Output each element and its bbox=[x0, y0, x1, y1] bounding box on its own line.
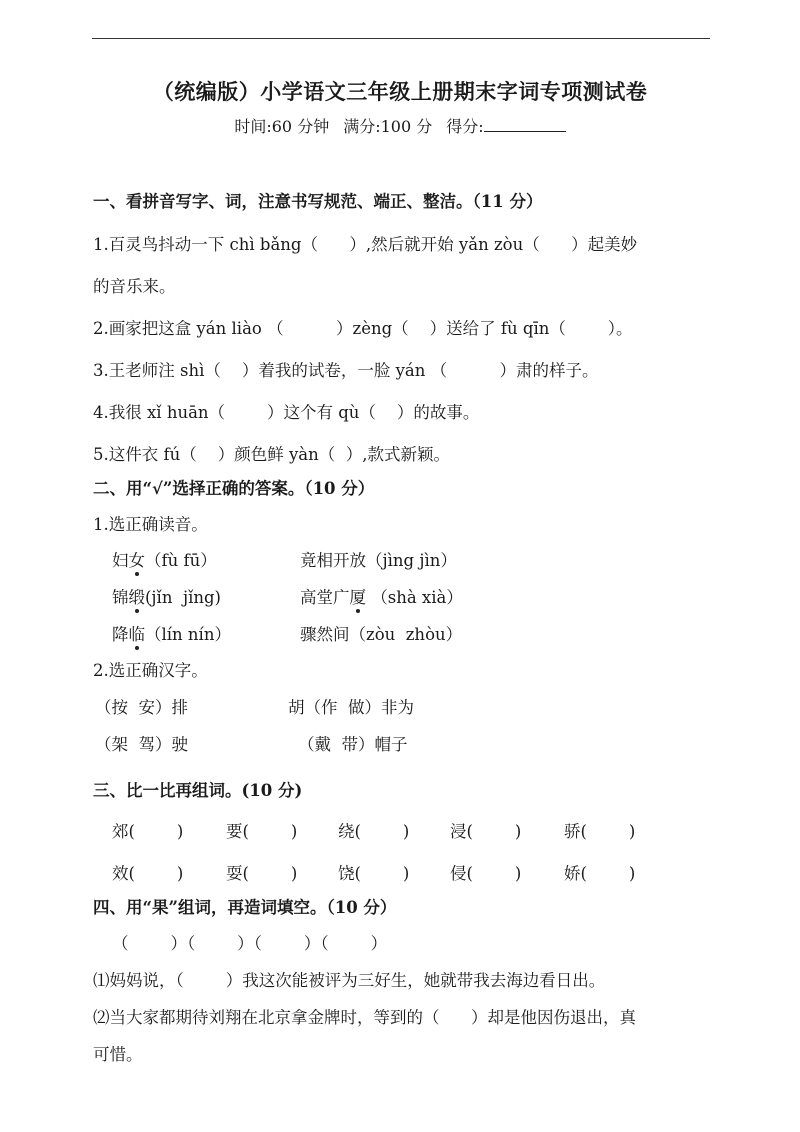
score-blank[interactable] bbox=[484, 117, 566, 132]
section4-question-1[interactable]: ⑴妈妈说，（ ）我这次能被评为三好生，她就带我去海边看日出。 bbox=[93, 971, 606, 990]
section4-question-2-line-1[interactable]: ⑵当大家都期待刘翔在北京拿金牌时，等到的（ ）却是他因伤退出，真 bbox=[93, 1008, 636, 1027]
question-4[interactable]: 4.我很 xǐ huān（ ）这个有 qù（ ）的故事。 bbox=[93, 403, 480, 422]
guo-word-blanks[interactable]: （ ）（ ）（ ）（ ） bbox=[112, 934, 388, 953]
section1-heading: 一、看拼音写字、词，注意书写规范、端正、整洁。（11 分） bbox=[93, 192, 543, 211]
dot-char: 女 bbox=[129, 547, 146, 571]
pinyin-item-1[interactable]: 妇女（fù fū） bbox=[112, 547, 217, 571]
hanzi-choice-1[interactable]: （按 安）排 bbox=[95, 698, 188, 717]
question-1-line-1[interactable]: 1.百灵鸟抖动一下 chì bǎng（ ）,然后就开始 yǎn zòu（ ）起美妙 bbox=[93, 235, 638, 254]
full-score-label: 满分:100 分 bbox=[343, 117, 433, 136]
section2-heading: 二、用“√”选择正确的答案。（10 分） bbox=[93, 479, 375, 498]
word-blank[interactable]: 绕( ) bbox=[338, 822, 410, 841]
time-label: 时间:60 分钟 bbox=[234, 117, 330, 136]
section2-sub2: 2.选正确汉字。 bbox=[93, 661, 208, 680]
header-rule bbox=[92, 38, 710, 39]
exam-info bbox=[0, 114, 800, 137]
word-blank[interactable]: 耍( ) bbox=[226, 864, 298, 883]
word-blank[interactable]: 要( ) bbox=[226, 822, 298, 841]
section4-question-2-line-2: 可惜。 bbox=[93, 1045, 143, 1064]
hanzi-choice-2[interactable]: 胡（作 做）非为 bbox=[288, 698, 414, 717]
pinyin-item-5[interactable]: 降临（lín nín） bbox=[112, 621, 231, 645]
word-blank[interactable]: 浸( ) bbox=[450, 822, 522, 841]
word-blank[interactable]: 饶( ) bbox=[338, 864, 410, 883]
word-blank[interactable]: 侵( ) bbox=[450, 864, 522, 883]
dot-char: 临 bbox=[129, 621, 146, 645]
question-1-line-2: 的音乐来。 bbox=[93, 277, 176, 296]
word-blank[interactable]: 娇( ) bbox=[564, 864, 636, 883]
word-blank[interactable]: 郊( ) bbox=[112, 822, 184, 841]
pinyin-item-3[interactable]: 锦缎(jǐn jǐng) bbox=[112, 584, 221, 608]
hanzi-choice-3[interactable]: （架 驾）驶 bbox=[95, 735, 188, 754]
section4-heading: 四、用“果”组词，再造词填空。（10 分） bbox=[93, 898, 397, 917]
score-label: 得分: bbox=[446, 117, 484, 136]
question-3[interactable]: 3.王老师注 shì（ ）着我的试卷，一脸 yán （ ）肃的样子。 bbox=[93, 361, 599, 380]
pinyin-item-6[interactable]: 骤然间（zòu zhòu） bbox=[300, 625, 463, 644]
hanzi-choice-4[interactable]: （戴 带）帽子 bbox=[298, 735, 408, 754]
question-5[interactable]: 5.这件衣 fú（ ）颜色鲜 yàn（ ）,款式新颖。 bbox=[93, 445, 450, 464]
dot-char: 厦 bbox=[350, 584, 367, 608]
word-blank[interactable]: 效( ) bbox=[112, 864, 184, 883]
section2-sub1: 1.选正确读音。 bbox=[93, 515, 208, 534]
section3-heading: 三、比一比再组词。(10 分) bbox=[93, 781, 303, 800]
question-2[interactable]: 2.画家把这盒 yán liào （ ）zèng（ ）送给了 fù qīn（ ）。 bbox=[93, 319, 633, 338]
pinyin-item-2[interactable]: 竟相开放（jìng jìn） bbox=[300, 551, 457, 570]
word-blank[interactable]: 骄( ) bbox=[564, 822, 636, 841]
pinyin-item-4[interactable]: 高堂广厦 （shà xià） bbox=[300, 584, 463, 608]
dot-char: 缎 bbox=[129, 584, 146, 608]
page-title: （统编版）小学语文三年级上册期末字词专项测试卷 bbox=[152, 79, 648, 104]
